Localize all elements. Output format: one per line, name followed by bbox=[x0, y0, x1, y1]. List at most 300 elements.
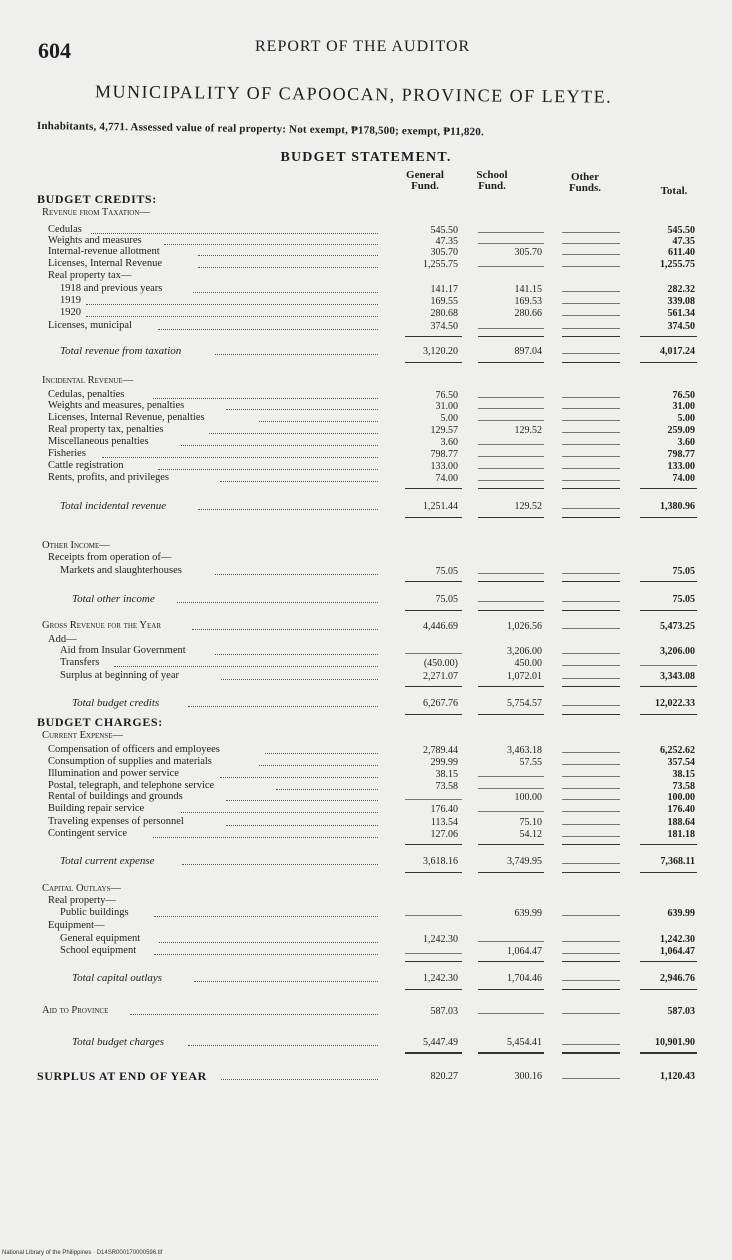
leader-dots bbox=[259, 421, 378, 422]
cell-school: 280.66 bbox=[514, 308, 542, 319]
cell-total: 176.40 bbox=[667, 804, 695, 815]
cell-school: 3,463.18 bbox=[507, 745, 542, 756]
cell-total: 3,343.08 bbox=[660, 671, 695, 682]
cell-total: 188.64 bbox=[667, 817, 695, 828]
cell-total: 6,252.62 bbox=[660, 745, 695, 756]
sum-rule bbox=[405, 961, 462, 962]
cell-general: 47.35 bbox=[435, 236, 458, 247]
blank-dash bbox=[478, 266, 544, 267]
row-label: Licenses, Internal Revenue, penalties bbox=[48, 412, 205, 423]
cell-total: 5.00 bbox=[677, 413, 695, 424]
leader-dots bbox=[198, 267, 378, 268]
row-label: Postal, telegraph, and telephone service bbox=[48, 780, 215, 791]
cell-school: 300.16 bbox=[514, 1071, 542, 1082]
row-label: Total incidental revenue bbox=[60, 500, 167, 512]
leader-dots bbox=[154, 916, 378, 917]
row-label: Markets and slaughterhouses bbox=[60, 565, 182, 576]
row-label: Incidental Revenue— bbox=[42, 375, 134, 386]
row-label: Licenses, Internal Revenue bbox=[48, 258, 162, 269]
row-label: Total current expense bbox=[60, 855, 155, 867]
cell-general: 1,242.30 bbox=[423, 973, 458, 984]
leader-dots bbox=[130, 1014, 378, 1015]
cell-total: 38.15 bbox=[672, 769, 695, 780]
sum-rule bbox=[562, 686, 620, 687]
row-label: Weights and measures bbox=[48, 235, 142, 246]
blank-dash bbox=[562, 764, 620, 765]
cell-total: 5,473.25 bbox=[660, 621, 695, 632]
row-label: Weights and measures, penalties bbox=[48, 400, 185, 411]
leader-dots bbox=[91, 233, 378, 234]
cell-total: 133.00 bbox=[667, 461, 695, 472]
total-rule bbox=[640, 1053, 697, 1054]
blank-dash bbox=[478, 788, 544, 789]
cell-total: 1,242.30 bbox=[660, 934, 695, 945]
total-rule bbox=[640, 714, 697, 715]
document-title: MUNICIPALITY OF CAPOOCAN, PROVINCE OF LEYTE. bbox=[94, 81, 613, 107]
cell-total: 282.32 bbox=[667, 284, 695, 295]
sum-rule bbox=[405, 686, 462, 687]
blank-dash bbox=[562, 573, 620, 574]
blank-dash bbox=[478, 480, 544, 481]
blank-dash bbox=[478, 420, 544, 421]
total-rule bbox=[478, 362, 544, 363]
total-rule bbox=[478, 714, 544, 715]
leader-dots bbox=[226, 800, 378, 801]
cell-general: 3.60 bbox=[440, 437, 458, 448]
cell-total: 181.18 bbox=[667, 829, 695, 840]
total-rule bbox=[562, 714, 620, 715]
cell-general: 545.50 bbox=[430, 225, 458, 236]
total-rule bbox=[478, 517, 544, 518]
cell-total: 339.08 bbox=[667, 296, 695, 307]
cell-school: 5,754.57 bbox=[507, 698, 542, 709]
leader-dots bbox=[154, 954, 378, 955]
leader-dots bbox=[265, 753, 378, 754]
row-label: Add— bbox=[48, 634, 77, 645]
sum-rule bbox=[405, 581, 462, 582]
total-rule bbox=[640, 872, 697, 873]
sum-rule bbox=[478, 581, 544, 582]
row-label: Total capital outlays bbox=[72, 972, 163, 984]
col-header-school: School Fund. bbox=[476, 169, 508, 192]
cell-general: 141.17 bbox=[430, 284, 458, 295]
leader-dots bbox=[159, 942, 378, 943]
total-rule bbox=[405, 872, 462, 873]
total-rule bbox=[562, 610, 620, 611]
cell-general: 4,446.69 bbox=[423, 621, 458, 632]
cell-school: 3,749.95 bbox=[507, 856, 542, 867]
blank-dash bbox=[562, 508, 620, 509]
sum-rule bbox=[640, 686, 697, 687]
inhabitants-line: Inhabitants, 4,771. Assessed value of real property: Not exempt, ₱178,500; exempt, ₱11,820. bbox=[36, 120, 485, 139]
cell-school: 3,206.00 bbox=[507, 646, 542, 657]
sum-rule bbox=[405, 488, 462, 489]
cell-total: 1,064.47 bbox=[660, 946, 695, 957]
cell-general: 3,120.20 bbox=[423, 346, 458, 357]
blank-dash bbox=[478, 468, 544, 469]
cell-general: 75.05 bbox=[435, 594, 458, 605]
leader-dots bbox=[158, 329, 378, 330]
row-label: Illumination and power service bbox=[48, 768, 179, 779]
page-number: 604 bbox=[38, 38, 71, 63]
cell-school: 75.10 bbox=[519, 817, 542, 828]
blank-dash bbox=[562, 243, 620, 244]
blank-dash bbox=[562, 628, 620, 629]
leader-dots bbox=[215, 574, 378, 575]
cell-general: 6,267.76 bbox=[423, 698, 458, 709]
cell-school: 1,072.01 bbox=[507, 671, 542, 682]
row-label: Gross Revenue for the Year bbox=[42, 620, 162, 631]
blank-dash bbox=[562, 752, 620, 753]
leader-dots bbox=[215, 654, 378, 655]
total-rule bbox=[478, 872, 544, 873]
col-header-total: Total. bbox=[660, 185, 688, 197]
cell-general: 820.27 bbox=[430, 1071, 458, 1082]
blank-dash bbox=[562, 811, 620, 812]
cell-general: 127.06 bbox=[430, 829, 458, 840]
leader-dots bbox=[86, 304, 378, 305]
cell-school: 129.52 bbox=[514, 425, 542, 436]
row-label: Rents, profits, and privileges bbox=[48, 472, 170, 483]
cell-school: 5,454.41 bbox=[507, 1037, 542, 1048]
blank-dash bbox=[640, 665, 697, 666]
row-label: Transfers bbox=[60, 657, 100, 668]
row-label: Traveling expenses of personnel bbox=[48, 816, 184, 827]
row-label: 1919 bbox=[60, 295, 81, 306]
sum-rule bbox=[478, 488, 544, 489]
total-rule bbox=[562, 1053, 620, 1054]
cell-school: 1,026.56 bbox=[507, 621, 542, 632]
leader-dots bbox=[188, 706, 378, 707]
total-rule bbox=[478, 610, 544, 611]
blank-dash bbox=[562, 824, 620, 825]
cell-general: 280.68 bbox=[430, 308, 458, 319]
cell-total: 100.00 bbox=[667, 792, 695, 803]
cell-total: 75.05 bbox=[672, 594, 695, 605]
row-label: Public buildings bbox=[60, 907, 129, 918]
statement-title: BUDGET STATEMENT. bbox=[280, 150, 452, 165]
row-label: School equipment bbox=[60, 945, 137, 956]
cell-total: 10,901.90 bbox=[655, 1037, 695, 1048]
blank-dash bbox=[478, 1013, 544, 1014]
cell-general: 74.00 bbox=[435, 473, 458, 484]
cell-general: 3,618.16 bbox=[423, 856, 458, 867]
row-label: Real property tax— bbox=[48, 270, 132, 281]
leader-dots bbox=[226, 409, 378, 410]
blank-dash bbox=[478, 444, 544, 445]
blank-dash bbox=[562, 328, 620, 329]
sum-rule bbox=[405, 844, 462, 845]
row-label: General equipment bbox=[60, 933, 141, 944]
leader-dots bbox=[276, 789, 378, 790]
leader-dots bbox=[198, 509, 378, 510]
row-label: Internal-revenue allotment bbox=[48, 246, 160, 257]
total-rule bbox=[405, 517, 462, 518]
row-label: Capital Outlays— bbox=[42, 883, 122, 894]
sum-rule bbox=[562, 488, 620, 489]
cell-school: 897.04 bbox=[514, 346, 542, 357]
cell-total: 798.77 bbox=[667, 449, 695, 460]
footer-note: National Library of the Philippines · D14SR000170000596.tif bbox=[2, 1250, 163, 1256]
cell-total: 357.54 bbox=[667, 757, 695, 768]
row-label: Rental of buildings and grounds bbox=[48, 791, 183, 802]
leader-dots bbox=[102, 457, 378, 458]
row-label: Miscellaneous penalties bbox=[48, 436, 149, 447]
leader-dots bbox=[188, 1045, 378, 1046]
row-label: Surplus at beginning of year bbox=[60, 670, 179, 681]
row-label: Licenses, municipal bbox=[48, 320, 132, 331]
row-label: 1920 bbox=[60, 307, 81, 318]
blank-dash bbox=[562, 353, 620, 354]
total-rule bbox=[640, 362, 697, 363]
cell-total: 75.05 bbox=[672, 566, 695, 577]
leader-dots bbox=[153, 837, 378, 838]
total-rule bbox=[562, 517, 620, 518]
row-label: Fisheries bbox=[48, 448, 86, 459]
blank-dash bbox=[562, 1078, 620, 1079]
blank-dash bbox=[405, 653, 462, 654]
row-label: Aid to Province bbox=[42, 1005, 109, 1016]
sum-rule bbox=[478, 844, 544, 845]
running-head: REPORT OF THE AUDITOR bbox=[255, 38, 471, 55]
blank-dash bbox=[562, 653, 620, 654]
blank-dash bbox=[562, 444, 620, 445]
cell-total: 1,255.75 bbox=[660, 259, 695, 270]
cell-general: 587.03 bbox=[430, 1006, 458, 1017]
blank-dash bbox=[478, 397, 544, 398]
cell-total: 31.00 bbox=[672, 401, 695, 412]
blank-dash bbox=[562, 915, 620, 916]
cell-general: 5.00 bbox=[440, 413, 458, 424]
blank-dash bbox=[562, 980, 620, 981]
sum-rule bbox=[405, 336, 462, 337]
total-rule bbox=[640, 517, 697, 518]
blank-dash bbox=[478, 408, 544, 409]
cell-total: 73.58 bbox=[672, 781, 695, 792]
row-label: BUDGET CREDITS: bbox=[37, 192, 157, 206]
sum-rule bbox=[640, 961, 697, 962]
blank-dash bbox=[478, 243, 544, 244]
row-label: Revenue from Taxation— bbox=[42, 207, 150, 218]
leader-dots bbox=[177, 602, 378, 603]
blank-dash bbox=[562, 456, 620, 457]
cell-general: 1,242.30 bbox=[423, 934, 458, 945]
cell-total: 587.03 bbox=[667, 1006, 695, 1017]
cell-total: 3,206.00 bbox=[660, 646, 695, 657]
blank-dash bbox=[562, 315, 620, 316]
cell-total: 4,017.24 bbox=[660, 346, 695, 357]
cell-general: 75.05 bbox=[435, 566, 458, 577]
blank-dash bbox=[405, 953, 462, 954]
leader-dots bbox=[215, 354, 378, 355]
sum-rule bbox=[478, 336, 544, 337]
cell-total: 12,022.33 bbox=[655, 698, 695, 709]
cell-general: 129.57 bbox=[430, 425, 458, 436]
blank-dash bbox=[562, 836, 620, 837]
blank-dash bbox=[562, 480, 620, 481]
row-label: 1918 and previous years bbox=[60, 283, 163, 294]
blank-dash bbox=[562, 420, 620, 421]
total-rule bbox=[405, 362, 462, 363]
cell-general: 374.50 bbox=[430, 321, 458, 332]
cell-school: 305.70 bbox=[514, 247, 542, 258]
cell-general: (450.00) bbox=[423, 658, 458, 669]
sum-rule bbox=[640, 581, 697, 582]
blank-dash bbox=[562, 303, 620, 304]
cell-general: 1,251.44 bbox=[423, 501, 458, 512]
blank-dash bbox=[562, 1044, 620, 1045]
row-label: Receipts from operation of— bbox=[48, 552, 172, 563]
total-rule bbox=[640, 610, 697, 611]
total-rule bbox=[405, 610, 462, 611]
sum-rule bbox=[562, 844, 620, 845]
cell-total: 2,946.76 bbox=[660, 973, 695, 984]
blank-dash bbox=[562, 705, 620, 706]
cell-total: 74.00 bbox=[672, 473, 695, 484]
sum-rule bbox=[640, 488, 697, 489]
total-rule bbox=[405, 1053, 462, 1054]
row-label: Cedulas, penalties bbox=[48, 389, 125, 400]
leader-dots bbox=[194, 981, 378, 982]
leader-dots bbox=[158, 469, 378, 470]
cell-general: 73.58 bbox=[435, 781, 458, 792]
cell-general: 169.55 bbox=[430, 296, 458, 307]
blank-dash bbox=[562, 678, 620, 679]
row-label: Real property— bbox=[48, 895, 116, 906]
cell-total: 639.99 bbox=[667, 908, 695, 919]
cell-total: 611.40 bbox=[668, 247, 695, 258]
cell-general: 76.50 bbox=[435, 390, 458, 401]
blank-dash bbox=[562, 953, 620, 954]
cell-school: 129.52 bbox=[514, 501, 542, 512]
blank-dash bbox=[562, 799, 620, 800]
leader-dots bbox=[86, 316, 378, 317]
total-rule bbox=[562, 362, 620, 363]
sum-rule bbox=[562, 961, 620, 962]
blank-dash bbox=[478, 776, 544, 777]
blank-dash bbox=[562, 432, 620, 433]
blank-dash bbox=[478, 328, 544, 329]
total-rule bbox=[405, 714, 462, 715]
leader-dots bbox=[182, 864, 378, 865]
cell-general: 2,271.07 bbox=[423, 671, 458, 682]
blank-dash bbox=[562, 788, 620, 789]
blank-dash bbox=[562, 601, 620, 602]
sum-rule bbox=[478, 961, 544, 962]
leader-dots bbox=[221, 1079, 378, 1080]
leader-dots bbox=[220, 481, 378, 482]
row-label: Equipment— bbox=[48, 920, 105, 931]
leader-dots bbox=[181, 812, 378, 813]
row-label: BUDGET CHARGES: bbox=[37, 715, 163, 729]
blank-dash bbox=[478, 232, 544, 233]
cell-school: 54.12 bbox=[519, 829, 542, 840]
row-label: Total revenue from taxation bbox=[60, 345, 182, 357]
blank-dash bbox=[562, 776, 620, 777]
col-header-other: Other Funds. bbox=[568, 171, 602, 194]
leader-dots bbox=[220, 777, 378, 778]
blank-dash bbox=[562, 863, 620, 864]
leader-dots bbox=[198, 255, 378, 256]
cell-total: 47.35 bbox=[672, 236, 695, 247]
row-label: Aid from Insular Government bbox=[60, 645, 186, 656]
row-label: Building repair service bbox=[48, 803, 145, 814]
sum-rule bbox=[640, 336, 697, 337]
row-label: Total budget charges bbox=[72, 1036, 165, 1048]
total-rule bbox=[562, 872, 620, 873]
row-label: Real property tax, penalties bbox=[48, 424, 164, 435]
cell-general: 5,447.49 bbox=[423, 1037, 458, 1048]
row-label: Total other income bbox=[72, 593, 155, 605]
row-label: Consumption of supplies and materials bbox=[48, 756, 212, 767]
leader-dots bbox=[259, 765, 378, 766]
leader-dots bbox=[221, 679, 378, 680]
sum-rule bbox=[640, 844, 697, 845]
cell-total: 374.50 bbox=[667, 321, 695, 332]
blank-dash bbox=[478, 456, 544, 457]
cell-total: 76.50 bbox=[672, 390, 695, 401]
cell-total: 3.60 bbox=[677, 437, 695, 448]
blank-dash bbox=[562, 266, 620, 267]
blank-dash bbox=[405, 799, 462, 800]
cell-general: 299.99 bbox=[430, 757, 458, 768]
total-rule bbox=[405, 989, 462, 990]
cell-total: 7,368.11 bbox=[660, 856, 695, 867]
row-label: Total budget credits bbox=[72, 697, 160, 709]
total-rule bbox=[640, 989, 697, 990]
leader-dots bbox=[192, 629, 378, 630]
blank-dash bbox=[405, 915, 462, 916]
blank-dash bbox=[562, 397, 620, 398]
cell-general: 38.15 bbox=[435, 769, 458, 780]
cell-general: 133.00 bbox=[430, 461, 458, 472]
cell-general: 113.54 bbox=[430, 817, 458, 828]
col-header-general: General Fund. bbox=[406, 169, 444, 192]
leader-dots bbox=[226, 825, 378, 826]
cell-school: 100.00 bbox=[514, 792, 542, 803]
cell-general: 305.70 bbox=[430, 247, 458, 258]
leader-dots bbox=[193, 292, 378, 293]
cell-school: 141.15 bbox=[514, 284, 542, 295]
cell-general: 1,255.75 bbox=[423, 259, 458, 270]
leader-dots bbox=[209, 433, 378, 434]
row-label: Contingent service bbox=[48, 828, 128, 839]
blank-dash bbox=[478, 811, 544, 812]
total-rule bbox=[478, 989, 544, 990]
blank-dash bbox=[562, 232, 620, 233]
cell-general: 31.00 bbox=[435, 401, 458, 412]
cell-school: 1,064.47 bbox=[507, 946, 542, 957]
blank-dash bbox=[478, 601, 544, 602]
blank-dash bbox=[562, 1013, 620, 1014]
total-rule bbox=[562, 989, 620, 990]
blank-dash bbox=[478, 573, 544, 574]
cell-total: 259.09 bbox=[667, 425, 695, 436]
blank-dash bbox=[562, 291, 620, 292]
cell-general: 798.77 bbox=[430, 449, 458, 460]
blank-dash bbox=[478, 941, 544, 942]
row-label: Cattle registration bbox=[48, 460, 124, 471]
cell-school: 57.55 bbox=[519, 757, 542, 768]
sum-rule bbox=[562, 336, 620, 337]
row-label: Compensation of officers and employees bbox=[48, 744, 220, 755]
cell-school: 169.53 bbox=[514, 296, 542, 307]
blank-dash bbox=[562, 941, 620, 942]
leader-dots bbox=[114, 666, 378, 667]
cell-total: 1,380.96 bbox=[660, 501, 695, 512]
cell-total: 545.50 bbox=[667, 225, 695, 236]
cell-general: 2,789.44 bbox=[423, 745, 458, 756]
